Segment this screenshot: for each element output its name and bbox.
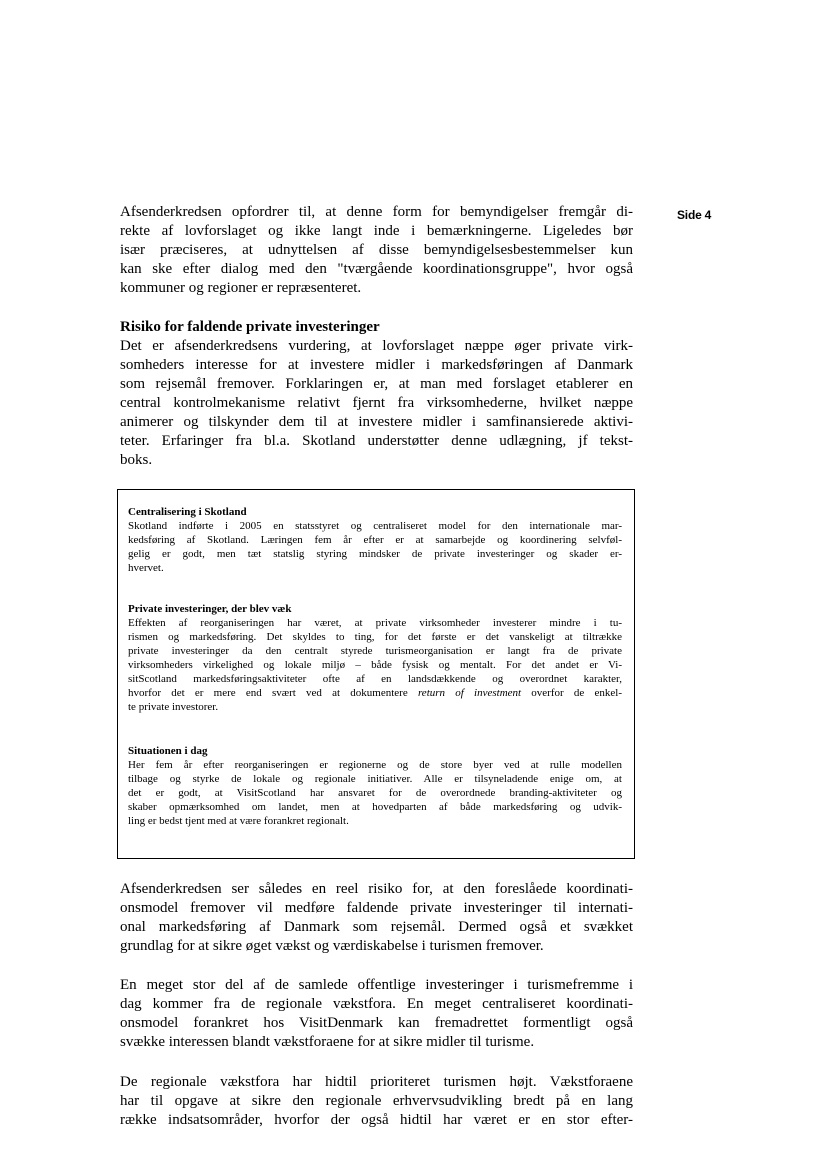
- textbox-heading: Private investeringer, der blev væk: [128, 603, 292, 615]
- text-line: onsmodel fremover vil medføre faldende private investeringer til internati-: [120, 900, 633, 916]
- text-line: især præciseres, at udnyttelsen af disse bemyndigelsesbestemmelser kun: [120, 242, 633, 258]
- textbox-line: tilbage og styrke de lokale og regionale initiativer. Alle er tilsyneladende enige om, at: [128, 773, 622, 785]
- textbox-line: hvervet.: [128, 562, 164, 574]
- paragraph-bemyndigelser: [120, 203, 633, 298]
- textbox-line: ling er bedst tjent med at være forankret regionalt.: [128, 815, 349, 827]
- textbox-skotland: [117, 489, 635, 859]
- text-line: række indsatsområder, hvorfor der også hidtil har været er en stor efter-: [120, 1112, 633, 1128]
- paragraph-vaekstfora: [120, 1073, 633, 1130]
- text-line: teter. Erfaringer fra bl.a. Skotland understøtter denne udlægning, jf tekst-: [120, 433, 633, 449]
- text-line: som rejsemål fremover. Forklaringen er, at man med forslaget etablerer en: [120, 376, 633, 392]
- textbox-line: private investeringer da den centralt styrede turismeorganisation er langt fra de private: [128, 645, 622, 657]
- paragraph-offentlige-investeringer: [120, 976, 633, 1052]
- textbox-heading: Situationen i dag: [128, 745, 208, 757]
- textbox-line-text: hvorfor det er mere end svært ved at dokumentere: [128, 687, 418, 699]
- text-line: En meget stor del af de samlede offentlige investeringer i turismefremme i: [120, 977, 633, 993]
- textbox-line: sitScotland markedsføringsaktiviteter ofte af en landsdækkende og overordnet karakter,: [128, 673, 622, 685]
- textbox-line-text: overfor de enkel-: [521, 687, 622, 699]
- textbox-line: [128, 686, 622, 700]
- text-line: rekte af lovforslaget og ikke langt inde i bemærkningerne. Ligeledes bør: [120, 223, 633, 239]
- text-line: Afsenderkredsen opfordrer til, at denne form for bemyndigelser fremgår di-: [120, 204, 633, 220]
- text-line: Afsenderkredsen ser således en reel risiko for, at den foreslåede koordinati-: [120, 881, 633, 897]
- textbox-heading: Centralisering i Skotland: [128, 506, 247, 518]
- text-line: onsmodel forankret hos VisitDenmark kan fremadrettet formentligt også: [120, 1015, 633, 1031]
- section-heading: Risiko for faldende private investeringer: [120, 319, 380, 335]
- text-line: kommuner og regioner er repræsenteret.: [120, 280, 362, 296]
- text-line: svække interessen blandt vækstforaene for at sikre midler til turisme.: [120, 1034, 535, 1050]
- textbox-section-private-investeringer: [128, 602, 622, 714]
- text-line: somheders interesse for at investere midler i markedsføringen af Danmark: [120, 357, 633, 373]
- text-line: central kontrolmekanisme relativt fjernt fra virksomhederne, hvilket næppe: [120, 395, 633, 411]
- textbox-line: Skotland indførte i 2005 en statsstyret og centraliseret model for den internationale mar-: [128, 520, 622, 532]
- textbox-line: gelig er godt, men tæt statslig styring mindsker de private investeringer og skader er-: [128, 548, 622, 560]
- text-line: onal markedsføring af Danmark som rejsemål. Dermed også et svækket: [120, 919, 633, 935]
- text-line: kan ske efter dialog med den "tværgående koordinationsgruppe", hvor også: [120, 261, 633, 277]
- section-risiko: [120, 318, 633, 470]
- textbox-line: skaber opmærksomhed om landet, men at hovedparten af både markedsføring og udvik-: [128, 801, 622, 813]
- textbox-line: kedsføring af Skotland. Læringen fem år efter er at samarbejde og koordinering selvføl-: [128, 534, 622, 546]
- textbox-line-italic: return of investment: [417, 687, 522, 699]
- text-line: boks.: [120, 452, 153, 468]
- paragraph-risiko-konklusion: [120, 880, 633, 956]
- text-line: De regionale vækstfora har hidtil prioriteret turismen højt. Vækstforaene: [120, 1074, 633, 1090]
- textbox-section-situationen: [128, 744, 622, 828]
- text-line: Det er afsenderkredsens vurdering, at lovforslaget næppe øger private virk-: [120, 338, 633, 354]
- textbox-line: Effekten af reorganiseringen har været, at private virksomheder investerer mindre i tu-: [128, 617, 622, 629]
- textbox-line: Her fem år efter reorganiseringen er regionerne og de store byer ved at rulle modellen: [128, 759, 622, 771]
- textbox-line: det er godt, at VisitScotland har ansvaret for de overordnede branding-aktiviteter og: [128, 787, 622, 799]
- text-line: dag kommer fra de regionale vækstfora. En meget centraliseret koordinati-: [120, 996, 633, 1012]
- textbox-line: rismen og markedsføring. Det skyldes to ting, for det første er det vanskeligt at tiltrække: [128, 631, 622, 643]
- text-line: grundlag for at sikre øget vækst og værdiskabelse i turismen fremover.: [120, 938, 544, 954]
- text-line: har til opgave at sikre den regionale erhvervsudvikling bredt på en lang: [120, 1093, 633, 1109]
- text-line: animerer og tilskynder dem til at investere midler i samfinansierede aktivi-: [120, 414, 633, 430]
- textbox-line: te private investorer.: [128, 701, 219, 713]
- textbox-line: virksomheders virkelighed og lokale miljø – både fysisk og mentalt. For det andet er Vi-: [128, 659, 622, 671]
- page-label: Side 4: [677, 208, 712, 222]
- textbox-section-centralisering: [128, 505, 622, 575]
